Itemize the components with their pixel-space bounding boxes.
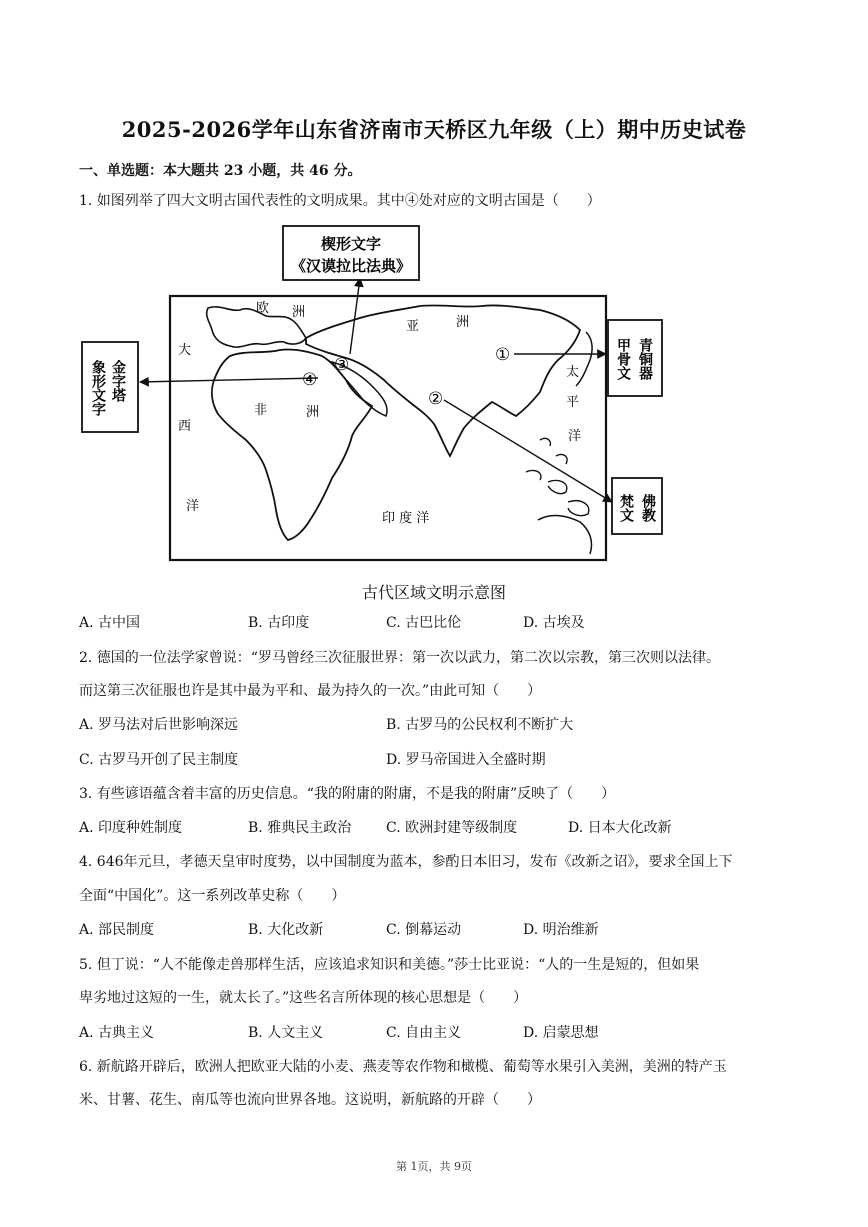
box-cuneiform-text-2: 《汉谟拉比法典》 (290, 257, 412, 275)
box-cuneiform-text-1: 楔形文字 (320, 235, 382, 253)
question-6-stem-line2: 米、甘薯、花生、南瓜等也流向世界各地。这说明，新航路的开辟（ ） (79, 1092, 541, 1108)
question-2-stem-line1: 2. 德国的一位法学家曾说：“罗马曾经三次征服世界：第一次以武力，第二次以宗教，第三次则以法律。 (79, 650, 720, 666)
box-hieroglyph-text-1: 象形文字 (90, 360, 106, 416)
question-6-stem-line1: 6. 新航路开辟后，欧洲人把欧亚大陆的小麦、燕麦等农作物和橄榄、葡萄等水果引入美洲，美洲的特产玉 (79, 1059, 727, 1075)
q1-option-c: C. 古巴比伦 (386, 615, 462, 631)
page-footer: 第 1页，共 9页 (396, 1160, 472, 1173)
section-heading: 一、单选题：本大题共 23 小题，共 46 分。 (79, 163, 362, 179)
q1-option-d: D. 古埃及 (523, 615, 585, 631)
q2-option-d: D. 罗马帝国进入全盛时期 (386, 752, 546, 768)
question-4-stem-line1: 4. 646年元旦，孝德天皇审时度势，以中国制度为蓝本，参酌日本旧习，发布《改新之诏》，要求全国上下 (79, 854, 733, 870)
box-hieroglyph-text-2: 金字塔 (110, 360, 126, 402)
islands-outline (526, 438, 589, 515)
q5-option-a: A. 古典主义 (79, 1025, 155, 1041)
q1-option-b: B. 古印度 (248, 615, 310, 631)
box-sanskrit-text-1: 梵文 (618, 494, 634, 522)
q4-option-b: B. 大化改新 (248, 922, 324, 938)
label-asia-1: 亚 (406, 319, 420, 334)
arrow-to-top-box (350, 278, 360, 354)
q4-option-d: D. 明治维新 (523, 922, 599, 938)
q3-option-b: B. 雅典民主政治 (248, 820, 352, 836)
q3-option-a: A. 印度种姓制度 (79, 820, 183, 836)
question-4-stem-line2: 全面“中国化”。这一系列改革史称（ ） (79, 888, 346, 904)
page-title: 2025-2026学年山东省济南市天桥区九年级（上）期中历史试卷 (121, 117, 747, 142)
box-oracle-text-2: 青铜器 (637, 338, 653, 380)
q1-option-a: A. 古中国 (79, 615, 141, 631)
label-atlantic-1: 大 (178, 343, 192, 358)
label-pacific-2: 平 (566, 395, 580, 410)
marker-2: ② (428, 389, 444, 409)
q2-option-c: C. 古罗马开创了民主制度 (79, 752, 239, 768)
question-2-stem-line2: 而这第三次征服也许是其中最为平和、最为持久的一次。”由此可知（ ） (79, 683, 542, 699)
label-europe-2: 洲 (292, 305, 306, 320)
marker-4: ④ (302, 370, 318, 390)
question-3-stem: 3. 有些谚语蕴含着丰富的历史信息。“我的附庸的附庸，不是我的附庸”反映了（ ） (79, 786, 616, 802)
q2-option-b: B. 古罗马的公民权利不断扩大 (386, 717, 574, 733)
question-5-stem-line2: 卑劣地过这短的一生，就太长了。”这些名言所体现的核心思想是（ ） (79, 990, 528, 1006)
label-pacific-1: 太 (566, 365, 580, 380)
marker-1: ① (495, 345, 511, 365)
q5-option-c: C. 自由主义 (386, 1025, 462, 1041)
australia-outline (538, 516, 592, 554)
map-caption: 古代区域文明示意图 (361, 583, 506, 602)
q4-option-c: C. 倒幕运动 (386, 922, 462, 938)
civilization-map (70, 220, 670, 610)
q2-option-a: A. 罗马法对后世影响深远 (79, 717, 239, 733)
label-asia-2: 洲 (456, 315, 470, 330)
label-atlantic-2: 西 (178, 419, 192, 434)
arrow-to-left-box (140, 378, 318, 382)
q3-option-c: C. 欧洲封建等级制度 (386, 820, 518, 836)
q3-option-d: D. 日本大化改新 (568, 820, 672, 836)
question-1-stem: 1. 如图列举了四大文明古国代表性的文明成果。其中④处对应的文明古国是（ ） (79, 193, 601, 209)
label-africa-2: 洲 (306, 405, 320, 420)
label-atlantic-3: 洋 (186, 499, 200, 514)
question-5-stem-line1: 5. 但丁说：“人不能像走兽那样生活，应该追求知识和美德。”莎士比亚说：“人的一生是短的，但如果 (79, 957, 700, 973)
map-svg (70, 220, 670, 610)
label-africa-1: 非 (254, 403, 268, 418)
marker-3: ③ (334, 355, 350, 375)
label-europe-1: 欧 (256, 301, 270, 316)
box-sanskrit-text-2: 佛教 (640, 494, 656, 522)
q4-option-a: A. 部民制度 (79, 922, 155, 938)
q5-option-b: B. 人文主义 (248, 1025, 324, 1041)
box-oracle-text-1: 甲骨文 (615, 338, 631, 380)
q5-option-d: D. 启蒙思想 (523, 1025, 599, 1041)
arrow-to-right-bottom-box (444, 400, 612, 502)
label-pacific-3: 洋 (568, 429, 582, 444)
label-indian-ocean: 印 度 洋 (382, 511, 430, 526)
